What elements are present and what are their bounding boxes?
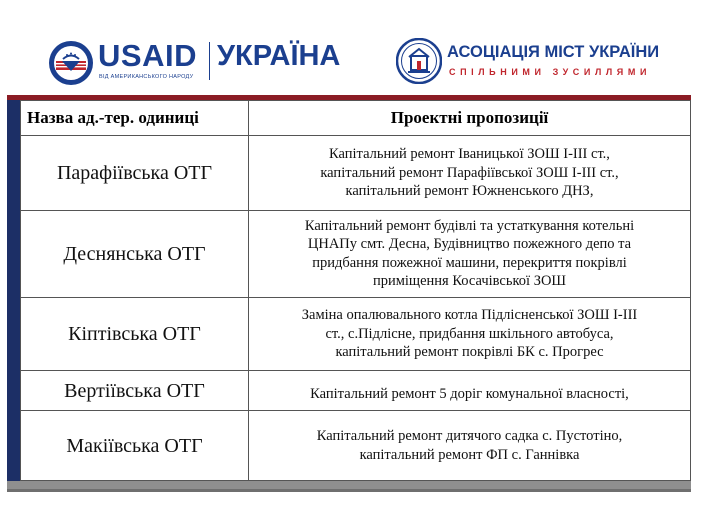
- proposal-line: Капітальний ремонт дитячого садка с. Пустотіно,: [316, 428, 623, 445]
- proposal-line: приміщення Косачівської ЗОШ: [372, 273, 567, 290]
- table-row: [21, 136, 691, 211]
- project-proposals: [249, 297, 691, 371]
- association-emblem-icon: [396, 38, 442, 84]
- slide-bottom-shadow: [7, 489, 691, 492]
- logo-header: [0, 0, 703, 96]
- community-name: Парафіївська ОТГ: [21, 136, 249, 211]
- table-row: [21, 371, 691, 411]
- usaid-seal-icon: [48, 40, 94, 86]
- project-proposals: [249, 136, 691, 211]
- community-name: Вертіївська ОТГ: [21, 371, 249, 411]
- logo-divider: [209, 42, 210, 80]
- association-slogan: СПІЛЬНИМИ ЗУСИЛЛЯМИ: [449, 67, 652, 77]
- table-row: [21, 411, 691, 481]
- community-name: Макіївська ОТГ: [21, 411, 249, 481]
- proposal-line: придбання пожежної машини, перекриття покрівлі: [312, 254, 627, 271]
- proposal-line: капітальний ремонт покрівлі БК с. Прогрес: [335, 344, 604, 361]
- projects-table: [20, 100, 691, 481]
- usaid-tagline: ВІД АМЕРИКАНСЬКОГО НАРОДУ: [99, 74, 194, 80]
- project-proposals: [249, 210, 691, 297]
- project-proposals: [249, 371, 691, 411]
- proposal-line: капітальний ремонт Парафіївської ЗОШ І-ІІІ ст.,: [320, 164, 619, 181]
- table-row: [21, 297, 691, 371]
- association-title: АСОЦІАЦІЯ МІСТ УКРАЇНИ: [447, 43, 660, 61]
- proposal-line: капітальний ремонт ФП с. Ганнівка: [359, 446, 580, 463]
- proposal-line: Капітальний ремонт Іваницької ЗОШ І-ІІІ ст.,: [329, 146, 610, 163]
- slide-left-bar: [7, 100, 20, 481]
- proposal-line: Капітальний ремонт будівлі та устаткування котельні: [304, 217, 635, 234]
- proposal-line: ст., с.Підлісне, придбання шкільного автобуса,: [325, 325, 614, 342]
- column-header-proposals: Проектні пропозиції: [249, 101, 691, 136]
- column-header-unit-name: Назва ад.-тер. одиниці: [21, 101, 249, 136]
- table-row: [21, 210, 691, 297]
- usaid-wordmark: USAID: [98, 38, 197, 73]
- community-name: Кіптівська ОТГ: [21, 297, 249, 371]
- project-proposals: [249, 411, 691, 481]
- proposal-line: Заміна опалювального котла Підлісненської ЗОШ І-ІІІ: [301, 307, 638, 324]
- community-name: Деснянська ОТГ: [21, 210, 249, 297]
- proposal-line: ЦНАПу смт. Десна, Будівництво пожежного депо та: [307, 236, 632, 253]
- proposal-line: капітальний ремонт Южненського ДНЗ,: [345, 183, 594, 200]
- table-header-row: [21, 101, 691, 136]
- country-wordmark: УКРАЇНА: [217, 40, 341, 72]
- proposal-line: Капітальний ремонт 5 доріг комунальної власності,: [310, 385, 629, 402]
